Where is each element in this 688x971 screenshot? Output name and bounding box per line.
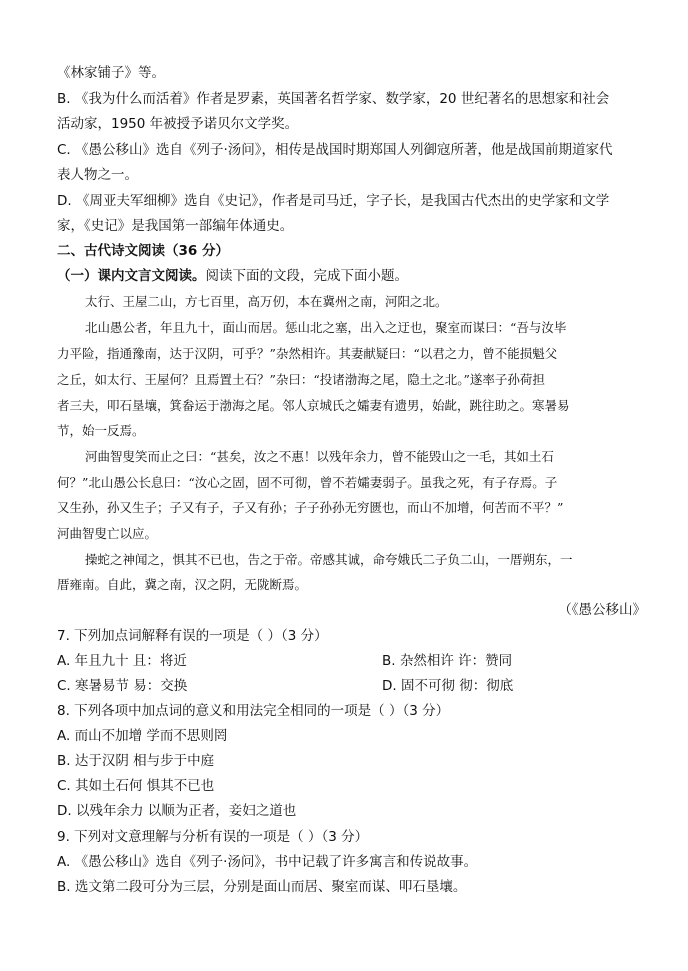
q7-option-b: B. 杂然相许 许：赞同 bbox=[382, 653, 513, 669]
q7-option-d: D. 固不可彻 彻：彻底 bbox=[382, 678, 514, 694]
subsection-instruction: 阅读下面的文段，完成下面小题。 bbox=[205, 268, 408, 284]
q8-option-b: B. 达于汉阴 相与步于中庭 bbox=[57, 753, 215, 769]
q9-option-a: A. 《愚公移山》选自《列子·汤问》，书中记载了许多寓言和传说故事。 bbox=[57, 854, 478, 870]
option-c-line1: C. 《愚公移山》选自《列子·汤问》，相传是战国时期郑国人列御寇所著，他是战国前期道家代 bbox=[57, 142, 613, 158]
option-a-tail: 《林家铺子》等。 bbox=[57, 65, 165, 81]
passage-p4-line1: 操蛇之神闻之，惧其不已也，告之于帝。帝感其诚，命夸娥氏二子负二山，一厝朔东，一 bbox=[85, 552, 573, 567]
q7-option-a: A. 年且九十 且：将近 bbox=[57, 653, 187, 669]
passage-p3-line4: 河曲智叟亡以应。 bbox=[57, 526, 158, 541]
q8-option-d: D. 以残年余力 以顺为正者，妾妇之道也 bbox=[57, 803, 297, 819]
q9-stem: 9. 下列对文意理解与分析有误的一项是（ ）（3 分） bbox=[57, 829, 369, 845]
option-c-line2: 表人物之一。 bbox=[57, 167, 138, 183]
q7-stem: 7. 下列加点词解释有误的一项是（ ）（3 分） bbox=[57, 628, 328, 644]
passage-p2-line2: 力平险，指通豫南，达于汉阴，可乎？”杂然相许。其妻献疑曰：“以君之力，曾不能损魁父 bbox=[57, 346, 558, 361]
q8-option-a: A. 而山不加增 学而不思则罔 bbox=[57, 728, 228, 744]
passage-p2-line4: 者三夫，叩石垦壤，箕畚运于渤海之尾。邻人京城氏之孀妻有遗男，始龀，跳往助之。寒暑易 bbox=[57, 398, 570, 413]
option-b-line1: B. 《我为什么而活着》作者是罗素，英国著名哲学家、数学家，20 世纪著名的思想家和社会 bbox=[57, 91, 610, 107]
option-b-line2: 活动家，1950 年被授予诺贝尔文学奖。 bbox=[57, 116, 299, 132]
q8-stem: 8. 下列各项中加点词的意义和用法完全相同的一项是（ ）（3 分） bbox=[57, 703, 450, 719]
option-d-line2: 家，《史记》是我国第一部编年体通史。 bbox=[57, 218, 294, 234]
passage-p2-line3: 之丘，如太行、王屋何？且焉置土石？”杂曰：“投诸渤海之尾，隐土之北。”遂率子孙荷担 bbox=[57, 372, 545, 387]
passage-p1: 太行、王屋二山，方七百里，高万仞，本在冀州之南，河阳之北。 bbox=[85, 294, 448, 309]
passage-p4-line2: 厝雍南。自此，冀之南，汉之阴，无陇断焉。 bbox=[57, 577, 308, 592]
q8-option-c: C. 其如土石何 惧其不已也 bbox=[57, 778, 215, 794]
passage-source: （《愚公移山》 bbox=[558, 602, 646, 618]
section-subtitle bbox=[57, 266, 408, 286]
passage-p3-line1: 河曲智叟笑而止之曰：“甚矣，汝之不惠！以残年余力，曾不能毁山之一毛，其如土石 bbox=[85, 449, 554, 464]
q9-option-b: B. 选文第二段可分为三层，分别是面山而居、聚室而谋、叩石垦壤。 bbox=[57, 879, 467, 895]
subsection-label: （一）课内文言文阅读。 bbox=[57, 268, 206, 284]
option-d-line1: D. 《周亚夫军细柳》选自《史记》，作者是司马迁，字子长，是我国古代杰出的史学家和文学 bbox=[57, 193, 610, 209]
passage-p3-line2: 何？”北山愚公长息曰：“汝心之固，固不可彻，曾不若孀妻弱子。虽我之死，有子存焉。子 bbox=[57, 475, 558, 490]
passage-p3-line3: 又生孙，孙又生子；子又有子，子又有孙；子子孙孙无穷匮也，而山不加增，何苦而不平？” bbox=[57, 500, 564, 515]
q7-option-c: C. 寒暑易节 易：交换 bbox=[57, 678, 188, 694]
passage-p2-line5: 节，始一反焉。 bbox=[57, 423, 145, 438]
section-title: 二、古代诗文阅读（36 分） bbox=[57, 243, 229, 259]
passage-p2-line1: 北山愚公者，年且九十，面山而居。惩山北之塞，出入之迂也，聚室而谋曰：“吾与汝毕 bbox=[85, 320, 567, 335]
